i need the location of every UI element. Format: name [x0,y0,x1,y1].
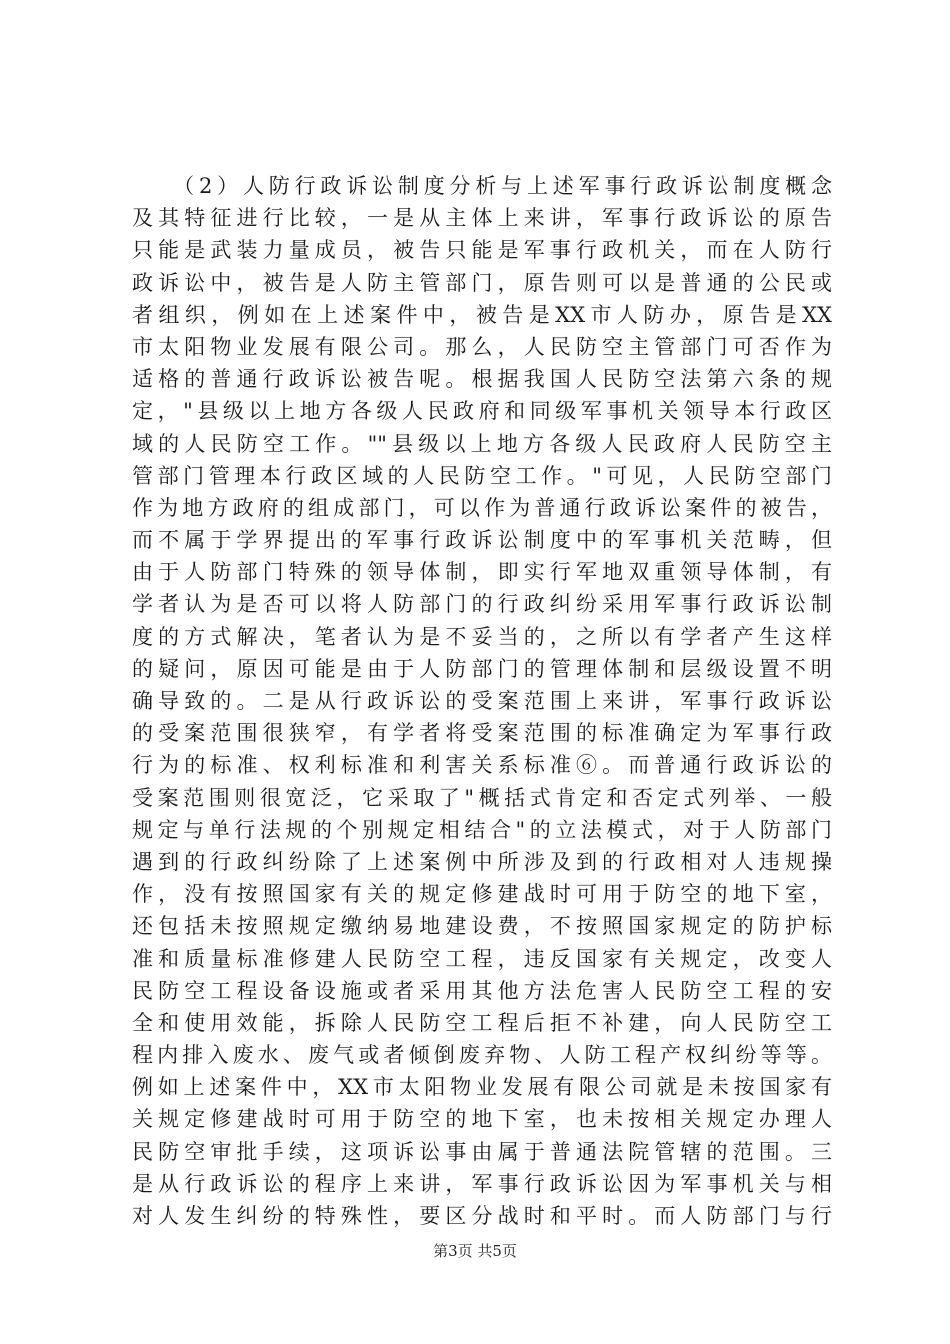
text-line: 定，"县级以上地方各级人民政府和同级军事机关领导本行政区 [132,399,832,424]
text-line: 遇到的行政纠纷除了上述案例中所涉及到的行政相对人违规操 [132,849,832,874]
text-line: 由于人防部门特殊的领导体制，即实行军地双重领导体制，有 [132,560,832,585]
text-line: 对人发生纠纷的特殊性，要区分战时和平时。而人防部门与行 [132,1204,832,1228]
text-line: 适格的普通行政诉讼被告呢。根据我国人民防空法第六条的规 [132,367,832,392]
text-line: 的受案范围很狭窄，有学者将受案范围的标准确定为军事行政 [132,721,832,746]
text-line: 行为的标准、权利标准和利害关系标准⑥。而普通行政诉讼的 [132,753,832,778]
text-line: 全和使用效能，拆除人民防空工程后拒不补建，向人民防空工 [132,1010,832,1035]
text-line: 例如上述案件中，XX市太阳物业发展有限公司就是未按国家有 [132,1075,832,1100]
text-line: 的疑问，原因可能是由于人防部门的管理体制和层级设置不明 [132,656,832,681]
text-line: 而不属于学界提出的军事行政诉讼制度中的军事机关范畴，但 [132,528,832,553]
text-line: 还包括未按照规定缴纳易地建设费，不按照国家规定的防护标 [132,914,832,939]
text-line: （2）人防行政诉讼制度分析与上述军事行政诉讼制度概念 [132,174,832,198]
text-line: 政诉讼中，被告是人防主管部门，原告则可以是普通的公民或 [132,270,832,295]
text-line: 民防空工程设备设施或者采用其他方法危害人民防空工程的安 [132,978,832,1003]
text-line: 及其特征进行比较，一是从主体上来讲，军事行政诉讼的原告 [132,206,832,231]
text-line: 是从行政诉讼的程序上来讲，军事行政诉讼因为军事机关与相 [132,1171,832,1196]
text-line: 域的人民防空工作。""县级以上地方各级人民政府人民防空主 [132,431,832,456]
text-line: 只能是武装力量成员，被告只能是军事行政机关，而在人防行 [132,238,832,263]
text-line: 管部门管理本行政区域的人民防空工作。"可见，人民防空部门 [132,463,832,488]
text-line: 程内排入废水、废气或者倾倒废弃物、人防工程产权纠纷等等。 [132,1043,832,1068]
text-line: 作，没有按照国家有关的规定修建战时可用于防空的地下室， [132,882,832,907]
text-line: 学者认为是否可以将人防部门的行政纠纷采用军事行政诉讼制 [132,592,832,617]
text-line: 规定与单行法规的个别规定相结合"的立法模式，对于人防部门 [132,817,832,842]
text-line: 市太阳物业发展有限公司。那么，人民防空主管部门可否作为 [132,334,832,359]
text-line: 关规定修建战时可用于防空的地下室，也未按相关规定办理人 [132,1107,832,1132]
text-line: 者组织，例如在上述案件中，被告是XX市人防办，原告是XX [132,302,832,327]
text-line: 度的方式解决，笔者认为是不妥当的，之所以有学者产生这样 [132,624,832,649]
text-line: 确导致的。二是从行政诉讼的受案范围上来讲，军事行政诉讼 [132,689,832,713]
text-line: 民防空审批手续，这项诉讼事由属于普通法院管辖的范围。三 [132,1139,832,1164]
page-number-footer: 第3页 共5页 [433,1242,517,1260]
text-line: 作为地方政府的组成部门，可以作为普通行政诉讼案件的被告， [132,495,832,520]
text-line: 准和质量标准修建人民防空工程，违反国家有关规定，改变人 [132,946,832,971]
body-text [132,170,832,1232]
text-line: 受案范围则很宽泛，它采取了"概括式肯定和否定式列举、一般 [132,785,832,810]
